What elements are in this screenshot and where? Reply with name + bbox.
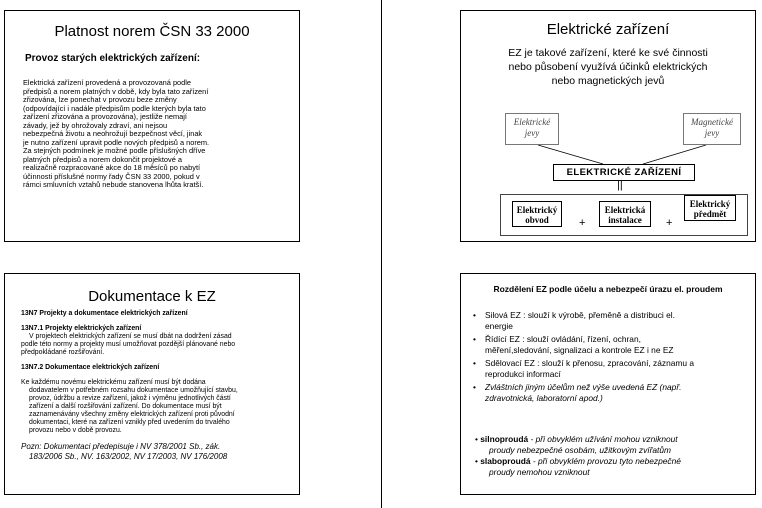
body-line: (odpovídající i nadále předpisům podle kterých byla tato <box>23 103 206 113</box>
bullet-icon: • <box>475 434 478 444</box>
section-heading: 13N7.2 Dokumentace elektrických zařízení <box>21 364 160 371</box>
body-line: je nutno zařízení upravit podle nových předpisů a norem. <box>23 137 210 147</box>
ez-type-list <box>473 310 741 404</box>
item-line: Zvláštních jiným účelům než výše uvedená EZ (např. <box>485 382 682 392</box>
magnetic-phenomena-box <box>683 113 741 145</box>
slide-title: Elektrické zařízení <box>546 21 670 38</box>
item-line: Sdělovací EZ : slouží k přenosu, zpracování, záznamu a <box>485 358 695 368</box>
bullet-icon: • <box>473 310 476 320</box>
bullet-icon: • <box>473 358 476 368</box>
body-line: dodavatelem v potřebném rozsahu dokumentace umožňující stavbu, <box>29 387 238 394</box>
box-line: jevy <box>704 128 720 138</box>
weak-current-term: slaboproudá <box>480 456 531 466</box>
installation-box <box>599 201 651 227</box>
box-line: Elektrický <box>516 205 558 215</box>
strong-current-line2: proudy nebezpečné osobám, užitkovým zvířatům <box>489 445 672 455</box>
strong-current-desc: - při obvyklém užívání mohou vzniknout <box>528 434 678 444</box>
list-item <box>473 382 741 404</box>
arrow-line-left <box>538 145 603 164</box>
section-heading: 13N7.1 Projekty elektrických zařízení <box>21 325 142 332</box>
note-line: Pozn: Dokumentaci předepisuje i NV 378/2001 Sb., zák. <box>21 442 221 451</box>
box-line: Elektrická <box>604 205 646 215</box>
electric-phenomena-box <box>505 113 559 145</box>
slide-subtitle: Provoz starých elektrických zařízení: <box>25 53 201 64</box>
box-line: Magnetické <box>691 117 733 127</box>
bullet-icon: • <box>475 456 478 466</box>
slide-definition <box>461 46 755 88</box>
slide-title: Rozdělení EZ podle účelu a nebezpečí úrazu el. proudem <box>493 284 723 294</box>
item-line: Silová EZ : slouží k výrobě, přeměně a distribuci el. <box>485 310 675 320</box>
slide-platnost-norem <box>4 10 300 242</box>
body-line: závady, jež by ohrožovaly zdraví, ani nejsou <box>23 120 168 130</box>
body-line: zařízení a další rozšiřování zařízení. Do dokumentace musí být <box>29 403 222 410</box>
item-line: energie <box>485 321 513 331</box>
box-line: instalace <box>608 215 642 225</box>
list-item <box>473 334 741 356</box>
plus-sign: + <box>666 217 673 229</box>
strong-current-term: silnoproudá <box>480 434 529 444</box>
slide-body <box>21 310 293 461</box>
plus-sign: + <box>579 217 586 229</box>
slide-title: Platnost norem ČSN 33 2000 <box>54 23 250 40</box>
bullet-icon: • <box>473 334 476 344</box>
body-line: Elektrická zařízení provedená a provozovaná podle <box>23 78 192 87</box>
list-item <box>473 310 741 332</box>
body-line: Za stejných podmínek je možné podle příslušných dříve <box>23 146 206 155</box>
box-line: předmět <box>693 209 727 219</box>
item-line: zdravotnická, laboratorní apod.) <box>485 393 603 403</box>
page-divider <box>381 0 382 508</box>
body-line: podle této normy a projekty musí umožňovat pozdější plánované nebo <box>21 341 236 348</box>
current-classification <box>475 434 745 478</box>
appliance-box <box>684 195 736 221</box>
body-line: Ke každému novému elektrickému zařízení musí být dodána <box>21 379 206 386</box>
slide-elektricke-zarizeni <box>460 10 756 242</box>
section-heading: 13N7 Projekty a dokumentace elektrických zařízení <box>21 310 188 317</box>
body-line: rámci smluvních vztahů nebude stanovena lhůta kratší. <box>23 180 204 189</box>
weak-current-line <box>475 456 745 467</box>
box-line: Elektrický <box>689 199 731 209</box>
body-line: dokumentaci, které na zařízení vznikly před uvedením do trvalého <box>29 419 230 426</box>
electrical-equipment-box: ELEKTRICKÉ ZAŘÍZENÍ <box>553 164 695 181</box>
body-line: předpokládané rozšiřování. <box>21 349 105 356</box>
definition-line: nebo působení využívá účinků elektrických <box>508 61 708 73</box>
strong-current-line <box>475 434 745 445</box>
item-line: měření,sledování, signalizaci a kontrole EZ i ne EZ <box>485 345 674 355</box>
slide-body <box>23 79 288 190</box>
body-line: platných předpisů a norem dokončit projektové a <box>23 154 182 164</box>
body-line: nebezpečná životu a neohrožují bezpečnost věcí, jinak <box>23 129 203 138</box>
body-line: V projektech elektrických zařízení se musí dbát na dodržení zásad <box>29 333 232 340</box>
box-line: obvod <box>525 215 549 225</box>
body-line: provoz, údržbu a revize zařízení, jakož i výměnu jednotlivých částí <box>29 395 231 402</box>
list-item <box>473 358 741 380</box>
circuit-box <box>512 201 562 227</box>
weak-current-desc: - při obvyklém provozu tyto nebezpečné <box>530 456 681 466</box>
box-line: Elektrické <box>513 117 551 127</box>
slide-rozdeleni-ez <box>460 273 756 495</box>
note-line: 183/2006 Sb., NV. 163/2002, NV 17/2003, NV 176/2008 <box>29 451 228 461</box>
ez-diagram <box>503 111 741 237</box>
body-line: provozu nebo v době provozu. <box>29 427 122 434</box>
body-line: zařízení zřizována a provozována), jestliže nemají <box>23 112 187 121</box>
arrow-line-right <box>643 145 706 164</box>
item-line: reprodukci informací <box>485 369 561 379</box>
slide-title: Dokumentace k EZ <box>88 288 216 305</box>
item-line: Řídící EZ : slouží ovládání, řízení, ochran, <box>485 334 641 344</box>
body-line: předpisů a norem platných v době, kdy byla tato zařízení <box>23 86 209 96</box>
box-line: jevy <box>524 128 540 138</box>
body-line: zaznamenávány všechny změny elektrických zařízení proti původní <box>29 411 235 418</box>
body-line: zřizována, lze ponechat v provozu beze změny <box>23 95 177 104</box>
definition-line: nebo magnetických jevů <box>551 75 665 87</box>
definition-line: EZ je takové zařízení, které ke své činnosti <box>508 47 708 59</box>
body-line: realizačně rozpracované akce do 18 měsíců po nabytí <box>23 163 201 172</box>
bullet-icon: • <box>473 382 476 392</box>
slide-dokumentace <box>4 273 300 495</box>
weak-current-line2: proudy nemohou vzniknout <box>489 467 590 477</box>
equals-sign: || <box>617 179 623 191</box>
body-line: účinnosti příslušné normy řady ČSN 33 2000, pokud v <box>23 171 200 181</box>
